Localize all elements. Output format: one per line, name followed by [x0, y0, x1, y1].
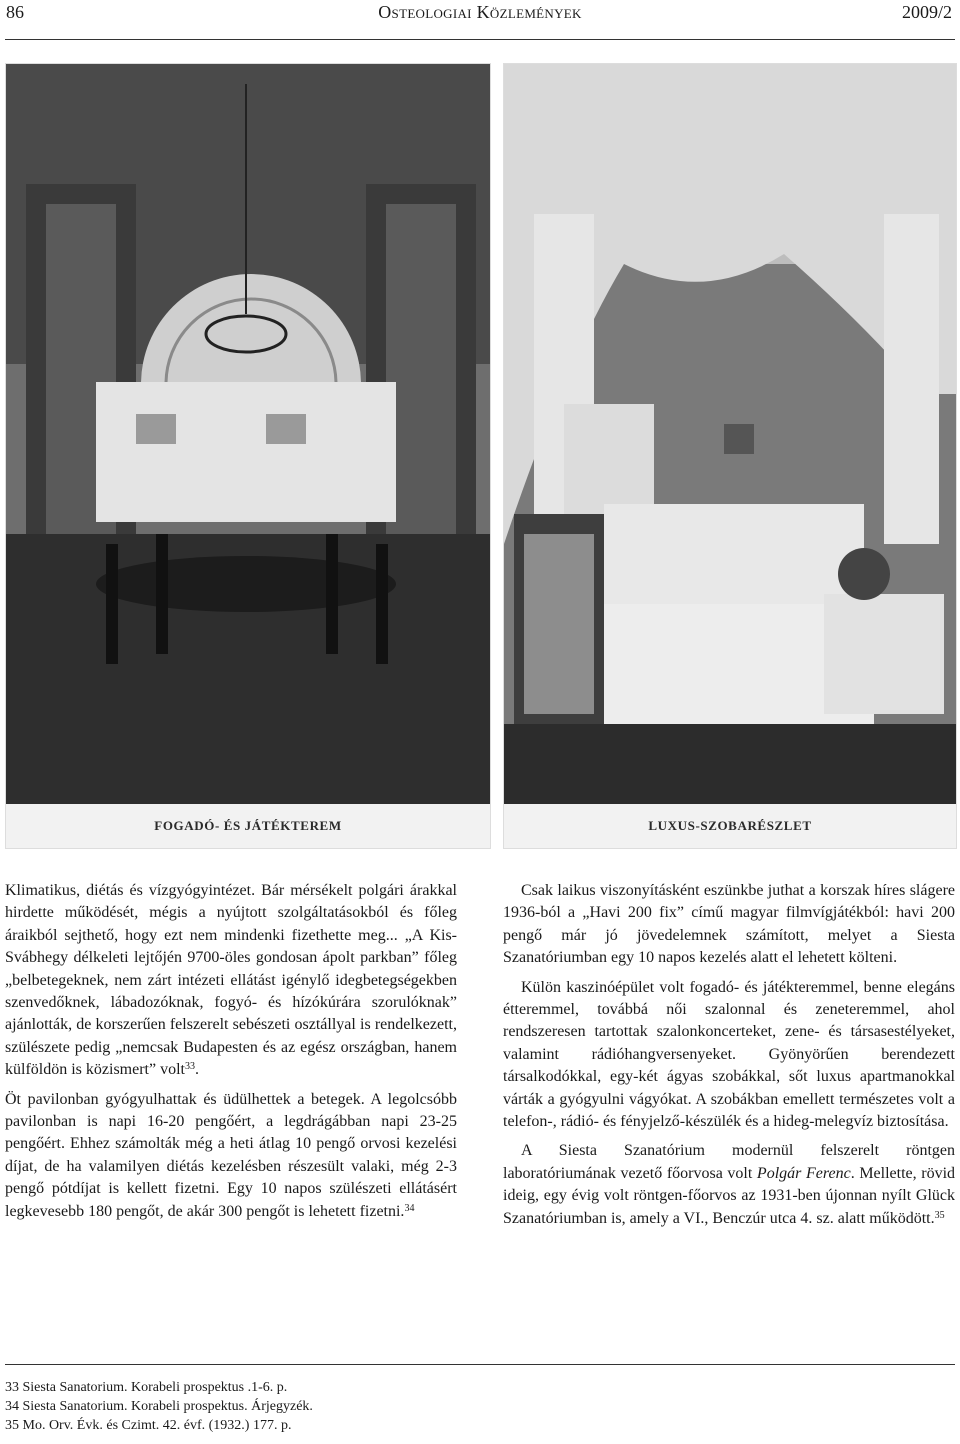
right-paragraph-2: Külön kaszinóépület volt fogadó- és játékteremmel, benne elegáns étteremmel, továbbá női szalonnal és zeneteremmel, ahol rendszeresen tartottak szalonkoncerteket, zene- és társasestélyeket, valamint rádióhangversenyeket. Gyönyörűen berendezett társalkodókkal, egy-két ágyas szobákkal, sőt luxus apartmanokkal várták a gyógyulni vágyókat. A szobákban emellett természetes volt a telefon-, rádió- és fényjelző-készülék és a hideg-melegvíz biztosítása.: [503, 978, 955, 1131]
luxury-room-illustration: [504, 64, 956, 848]
footnotes: [5, 1378, 955, 1435]
journal-title: Osteologiai Közlemények: [378, 2, 582, 22]
footnote-35: 35 Mo. Orv. Évk. és Czimt. 42. évf. (1932.) 177. p.: [5, 1418, 292, 1433]
page-header: [0, 0, 960, 40]
photo-luxury-room: [503, 63, 957, 849]
caption-luxury-room: LUXUS-SZOBARÉSZLET: [648, 818, 812, 833]
reception-room-illustration: [6, 64, 490, 848]
issue-number: 2009/2: [901, 2, 952, 22]
footnote-ref-35[interactable]: 35: [934, 1209, 945, 1221]
photo-reception-room: [5, 63, 491, 849]
right-paragraph-1: Csak laikus viszonyításként eszünkbe juthat a korszak híres slágere 1936-ból a „Havi 200 fix” című magyar filmvígjátékból: havi 200 pengő már jó jövedelemnek számított, melyet a Siesta Szanatóriumban egy 10 napos kezelés alatt el lehetett költeni.: [503, 882, 955, 967]
page-number: 86: [6, 2, 24, 22]
footnote-33: 33 Siesta Sanatorium. Korabeli prospektus .1-6. p.: [5, 1380, 288, 1395]
left-column: [5, 880, 457, 1230]
left-paragraph-1: Klimatikus, diétás és vízgyógyintézet. Bár mérsékelt polgári árakkal hirdette működését, mégis a nyújtott szolgáltatásokból és főleg áraikból sejthető, hogy ezt nem mindenki fizethette meg... „A Kis-Svábhegy délkeleti lejtőjén 9700-öles gondosan ápolt parkban” főleg „belbetegeknek, nem zárt intézeti ellátást igénylő idegbetegségekben szenvedőknek, lábadozóknak, fogyó- és hízókúrára szorulóknak” ajánlották, de korszerűen felszerelt sebészeti osztállyal is rendelkezett, szülészete pedig „nemcsak Budapesten és az egész országban, hanem külföldön is közismert” volt$^{33}$.: [5, 882, 457, 1079]
right-column: [503, 880, 955, 1237]
person-name: Polgár Ferenc: [756, 1164, 851, 1182]
footnote-rule: [5, 1364, 955, 1365]
footnote-ref-33[interactable]: 33: [184, 1061, 195, 1073]
left-paragraph-2: Öt pavilonban gyógyulhattak és üdülhettek a betegek. A legolcsóbb pavilonban is napi 16-20 pengőért, a legdrágábban napi 23-25 pengőért. Ehhez számolták még a heti átlag 10 pengő orvosi kezelési díjat, de ha valamilyen diétás kezelésben részesült valaki, még 2-3 pengő pótdíjat is kellett fizetni. Egy 10 napos szülészeti ellátásért legkevesebb 180 pengőt, de akár 300 pengőt is lehetett fizetni.$^{34}$: [5, 1090, 457, 1220]
right-paragraph-3: A Siesta Szanatórium modernül felszerelt röntgen laboratóriumának vezető főorvosa volt Polgár Ferenc. Mellette, rövid ideig, egy évig volt röntgen-főorvos az 1931-ben újonnan nyílt Glück Szanatóriumban is, amely a VI., Benczúr utca 4. sz. alatt működött.$^{35}$: [503, 1142, 956, 1227]
header-rule: [5, 39, 955, 40]
footnote-ref-34[interactable]: 34: [404, 1202, 415, 1214]
footnote-34: 34 Siesta Sanatorium. Korabeli prospektus. Árjegyzék.: [5, 1399, 313, 1414]
caption-reception-room: FOGADÓ- ÉS JÁTÉKTEREM: [154, 818, 342, 833]
